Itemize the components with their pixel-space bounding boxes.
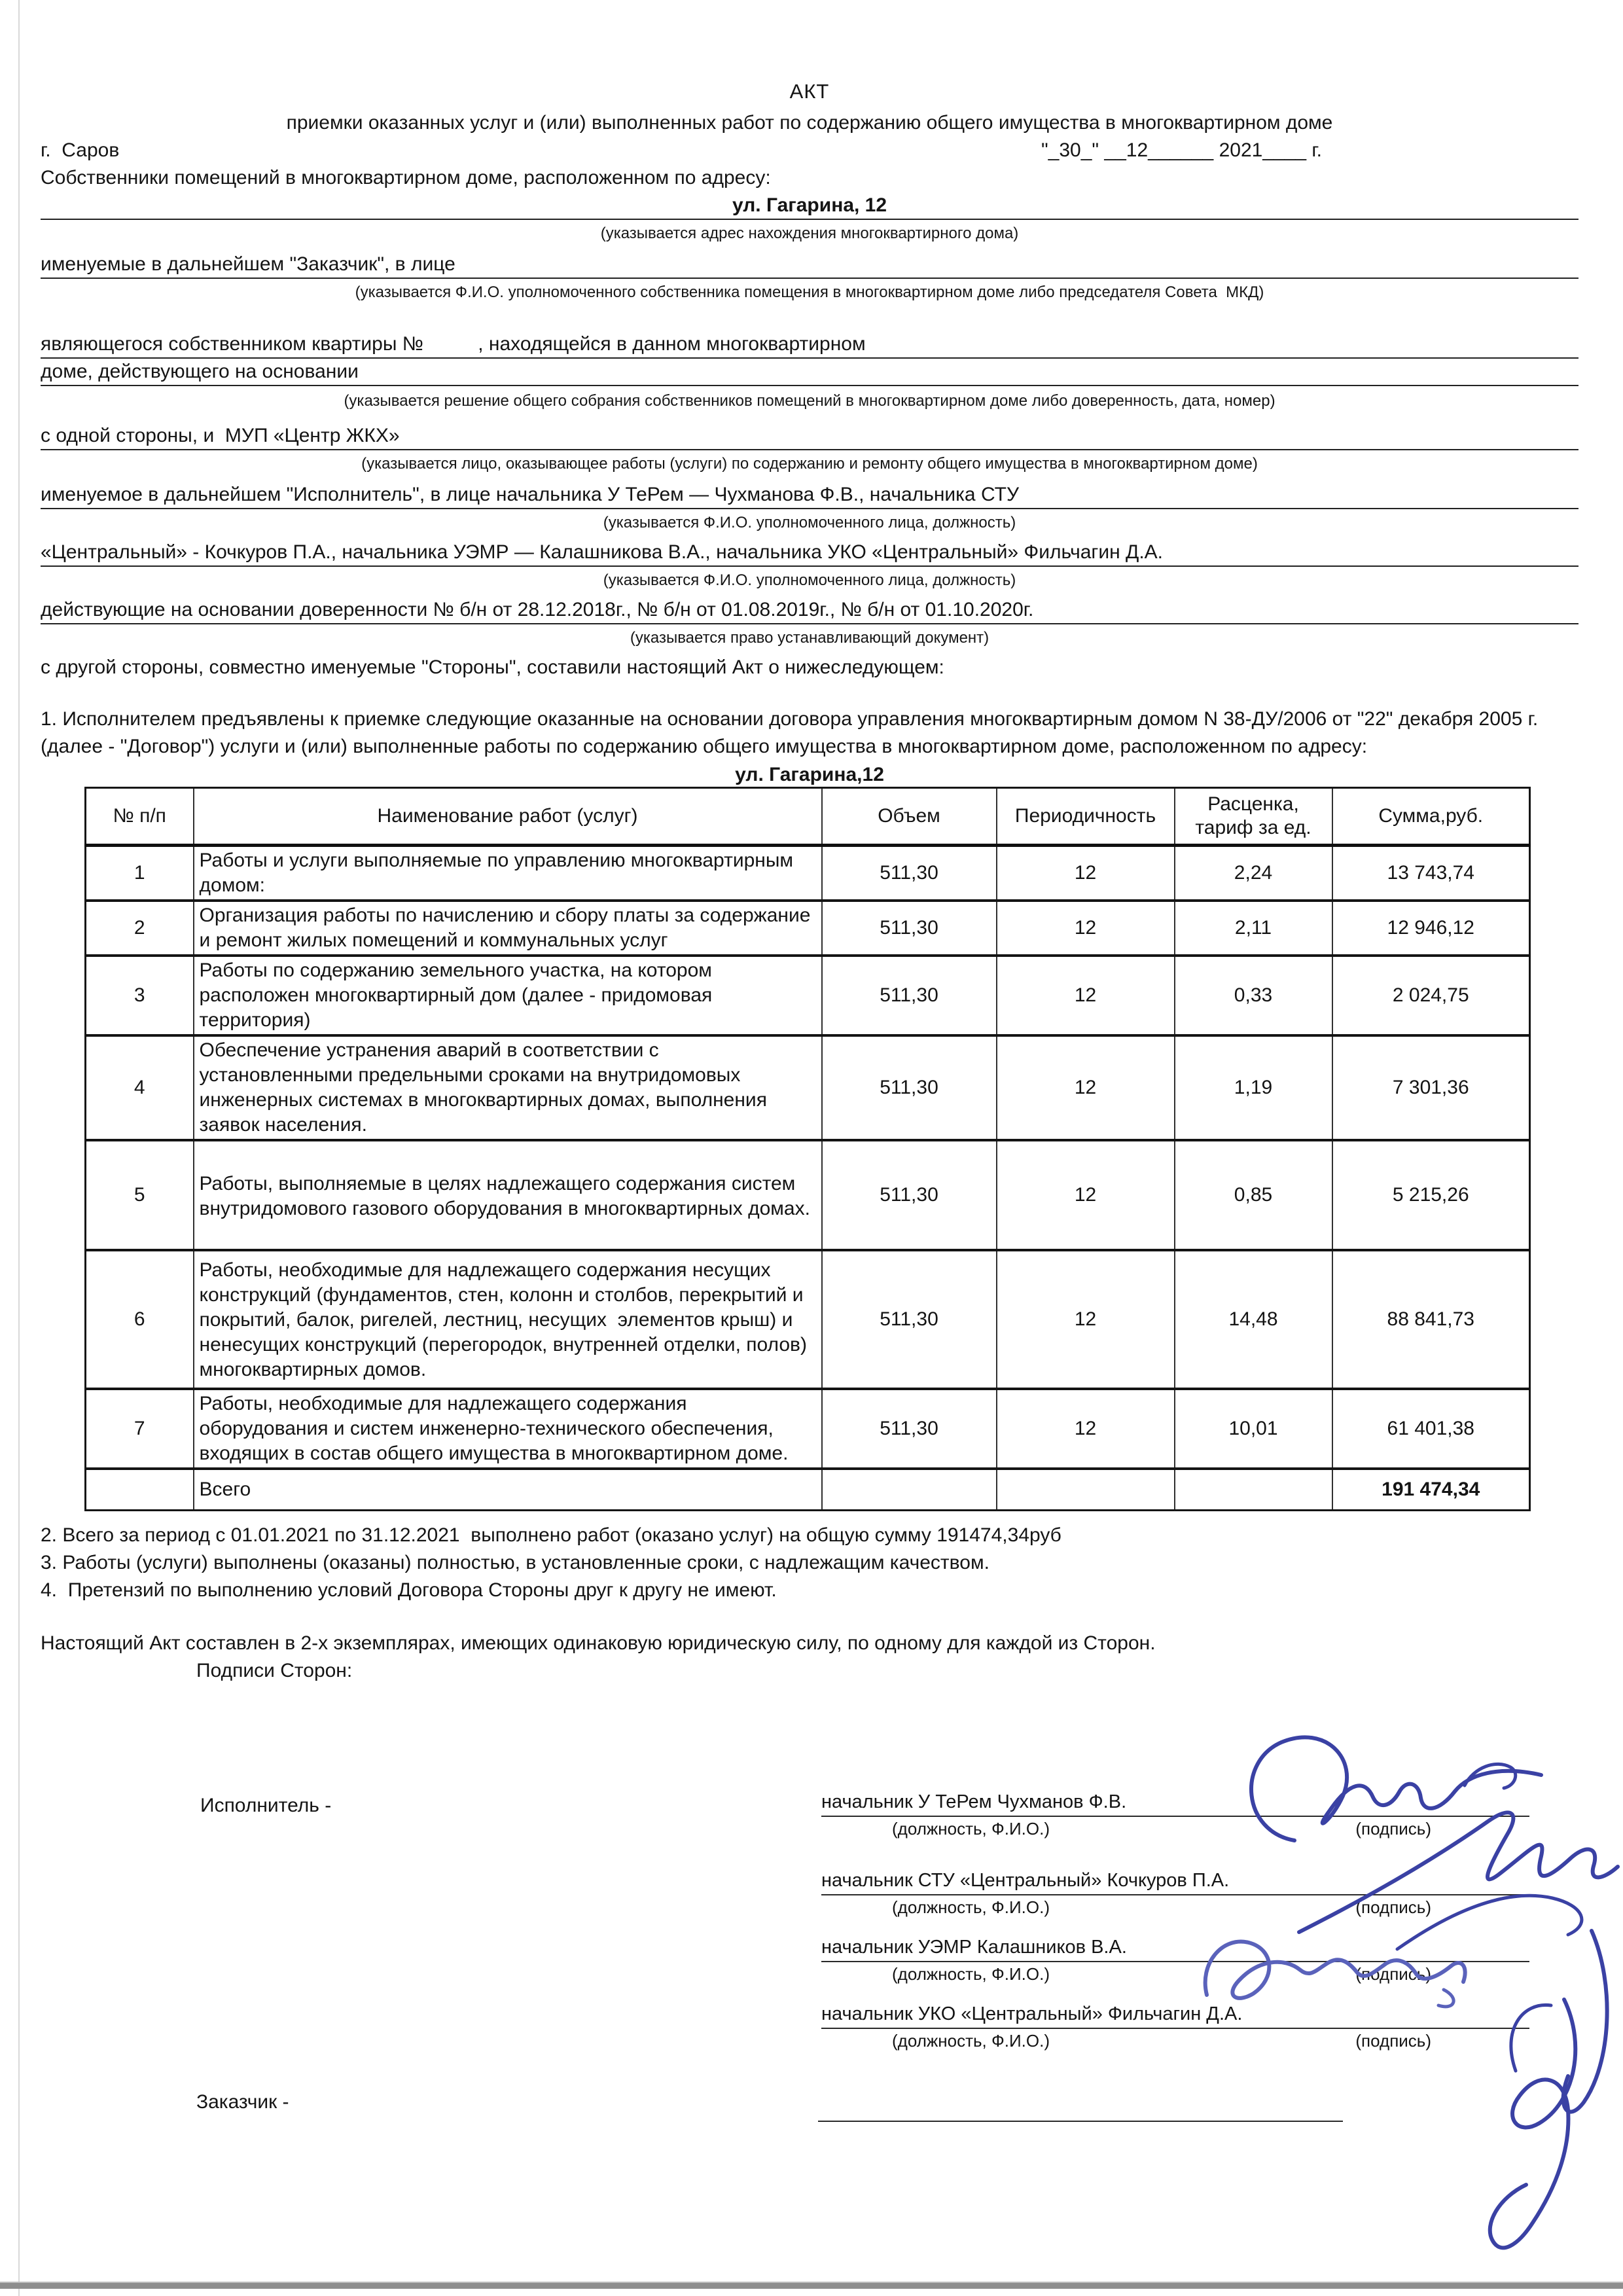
row-num: 2 [86,901,194,956]
row-rate: 10,01 [1175,1389,1332,1469]
note-item-3: 3. Работы (услуги) выполнены (оказаны) полностью, в установленные сроки, с надлежащим качеством. [41,1552,990,1573]
row-period: 12 [997,1035,1175,1140]
row-period: 12 [997,956,1175,1035]
preamble-line-customer: именуемые в дальнейшем "Заказчик", в лице [41,251,1578,279]
preamble-caption-contractor-org: (указывается лицо, оказывающее работы (услуги) по содержанию и ремонту общего имущества в многоквартирном доме) [361,455,1258,473]
table-row [86,901,1530,956]
signature-entry-filchagin [821,2003,1529,2051]
preamble-caption-customer: (указывается Ф.И.О. уполномоченного собственника помещения в многоквартирном доме либо председателя Совета МКД) [355,283,1264,301]
sign-caption: (подпись) [1355,1897,1431,1917]
clause-1-text: 1. Исполнителем предъявлены к приемке следующие оказанные на основании договора управления многоквартирным домом N 38-ДУ/2006 от "22" декабря 2005 г. (далее - "Договор") услуги и (или) выполненные работы по содержанию общего имущества в многоквартирном доме, расположенном по адресу: [41,708,1544,757]
total-empty-period [997,1469,1175,1511]
address-line-2: ул. Гагарина,12 [735,764,884,785]
position-caption: (должность, Ф.И.О.) [892,2031,1050,2051]
row-volume: 511,30 [822,1250,997,1389]
row-volume: 511,30 [822,1140,997,1250]
row-sum: 2 024,75 [1332,956,1530,1035]
signatures-title: Подписи Сторон: [196,1660,353,1681]
signature-entry-kalashnikov [821,1936,1529,1984]
row-sum: 5 215,26 [1332,1140,1530,1250]
works-table [84,787,1531,1511]
customer-signature-line [818,2121,1343,2122]
preamble-caption-executor-2: (указывается Ф.И.О. уполномоченного лица, должность) [603,571,1016,589]
table-row [86,956,1530,1035]
note-item-2: 2. Всего за период с 01.01.2021 по 31.12.2021 выполнено работ (оказано услуг) на общую сумму 191474,34руб [41,1524,1061,1546]
row-name: Работы по содержанию земельного участка, на котором расположен многоквартирный дом (далее - придомовая территория) [194,956,822,1035]
row-num: 3 [86,956,194,1035]
row-name: Работы, необходимые для надлежащего содержания оборудования и систем инженерно-технического обеспечения, входящих в состав общего имущества в многоквартирном доме. [194,1389,822,1469]
works-table-header [86,788,1530,846]
row-rate: 1,19 [1175,1035,1332,1140]
row-rate: 14,48 [1175,1250,1332,1389]
col-header-period: Периодичность [997,788,1175,846]
position-caption: (должность, Ф.И.О.) [892,1964,1050,1984]
position-caption: (должность, Ф.И.О.) [892,1897,1050,1917]
row-rate: 0,33 [1175,956,1332,1035]
row-sum: 88 841,73 [1332,1250,1530,1389]
notes-block [41,1522,1578,1604]
row-volume: 511,30 [822,846,997,901]
total-sum: 191 474,34 [1332,1469,1530,1511]
address-caption: (указывается адрес нахождения многоквартирного дома) [600,224,1019,242]
executor-label: Исполнитель - [200,1795,332,1816]
row-period: 12 [997,1389,1175,1469]
sign-caption: (подпись) [1355,1964,1431,1984]
row-sum: 13 743,74 [1332,846,1530,901]
signature-captions [821,1964,1529,1984]
preamble-line-parties: с другой стороны, совместно именуемые "Стороны", составили настоящий Акт о нижеследующем: [41,656,944,678]
preamble-caption-basis: (указывается решение общего собрания собственников помещений в многоквартирном доме либо доверенность, дата, номер) [344,392,1275,410]
signature-name-line: начальник СТУ «Центральный» Кочкуров П.А. [821,1869,1529,1895]
table-row [86,1140,1530,1250]
row-num: 6 [86,1250,194,1389]
total-empty-num [86,1469,194,1511]
preamble-caption-poa: (указывается право устанавливающий документ) [630,629,990,647]
row-name: Работы, выполняемые в целях надлежащего содержания систем внутридомового газового оборудования в многоквартирных домах. [194,1140,822,1250]
row-name: Организация работы по начислению и сбору платы за содержание и ремонт жилых помещений и коммунальных услуг [194,901,822,956]
preamble-line-executor-1: именуемое в дальнейшем "Исполнитель", в лице начальника У ТеРем — Чухманова Ф.В., начальника СТУ [41,482,1578,509]
customer-label: Заказчик - [196,2091,289,2113]
table-row [86,846,1530,901]
preamble-line-apartment: являющегося собственником квартиры № , находящейся в данном многоквартирном [41,331,1578,359]
table-row [86,1250,1530,1389]
preamble-line-contractor-org: с одной стороны, и МУП «Центр ЖКХ» [41,423,1578,450]
row-sum: 12 946,12 [1332,901,1530,956]
row-name: Обеспечение устранения аварий в соответствии с установленными предельными сроками на внутридомовых инженерных системах в многоквартирных домах, выполнения заявок населения. [194,1035,822,1140]
row-volume: 511,30 [822,956,997,1035]
col-header-volume: Объем [822,788,997,846]
position-caption: (должность, Ф.И.О.) [892,1819,1050,1839]
owners-line: Собственники помещений в многоквартирном доме, расположенном по адресу: [41,167,771,188]
preamble-caption-executor-1: (указывается Ф.И.О. уполномоченного лица, должность) [603,514,1016,531]
row-period: 12 [997,1250,1175,1389]
row-num: 1 [86,846,194,901]
signature-name-line: начальник У ТеРем Чухманов Ф.В. [821,1791,1529,1817]
note-item-4: 4. Претензий по выполнению условий Договора Стороны друг к другу не имеют. [41,1579,777,1601]
copies-line: Настоящий Акт составлен в 2-х экземплярах, имеющих одинаковую юридическую силу, по одному для каждой из Сторон. [41,1632,1156,1654]
signature-captions [821,1818,1529,1839]
table-total-row [86,1469,1530,1511]
row-rate: 2,11 [1175,901,1332,956]
col-header-rate: Расценка, тариф за ед. [1175,788,1332,846]
total-label: Всего [194,1469,822,1511]
row-rate: 0,85 [1175,1140,1332,1250]
row-sum: 61 401,38 [1332,1389,1530,1469]
row-period: 12 [997,901,1175,956]
address-line-1: ул. Гагарина, 12 [41,192,1578,220]
col-header-num: № п/п [86,788,194,846]
preamble-line-executor-2: «Центральный» - Кочкуров П.А., начальника УЭМР — Калашникова В.А., начальника УКО «Центральный» Фильчагин Д.А. [41,539,1578,567]
row-num: 5 [86,1140,194,1250]
preamble-line-basis: доме, действующего на основании [41,359,1578,386]
table-row [86,1035,1530,1140]
row-rate: 2,24 [1175,846,1332,901]
doc-subtitle: приемки оказанных услуг и (или) выполненных работ по содержанию общего имущества в многоквартирном доме [286,112,1333,134]
table-row [86,1389,1530,1469]
doc-date: "_30_" __12______ 2021____ г. [1041,139,1322,161]
preamble-line-poa: действующие на основании доверенности № б/н от 28.12.2018г., № б/н от 01.08.2019г., № б/н от 01.10.2020г. [41,597,1578,624]
row-num: 4 [86,1035,194,1140]
col-header-sum: Сумма,руб. [1332,788,1530,846]
city-date-row [41,137,1578,164]
signature-name-line: начальник УЭМР Калашников В.А. [821,1936,1529,1962]
row-name: Работы, необходимые для надлежащего содержания несущих конструкций (фундаментов, стен, колонн и столбов, перекрытий и покрытий, балок, ригелей, лестниц, несущих элементов крыш) и ненесущих конструкций (перегородок, внутренней отделки, полов) многоквартирных домов. [194,1250,822,1389]
row-volume: 511,30 [822,1389,997,1469]
signature-entry-kochkurov [821,1869,1529,1918]
signature-entry-chukhmanov [821,1791,1529,1839]
doc-city: г. Саров [41,139,120,161]
sign-caption: (подпись) [1355,1819,1431,1839]
scan-edge-bottom [0,2282,1623,2289]
row-period: 12 [997,1140,1175,1250]
sign-caption: (подпись) [1355,2031,1431,2051]
row-num: 7 [86,1389,194,1469]
total-empty-rate [1175,1469,1332,1511]
row-volume: 511,30 [822,901,997,956]
row-sum: 7 301,36 [1332,1035,1530,1140]
signature-captions [821,2030,1529,2051]
row-volume: 511,30 [822,1035,997,1140]
row-period: 12 [997,846,1175,901]
col-header-name: Наименование работ (услуг) [194,788,822,846]
row-name: Работы и услуги выполняемые по управлению многоквартирным домом: [194,846,822,901]
total-empty-volume [822,1469,997,1511]
signatures-area [0,1767,1623,2225]
doc-title: АКТ [789,80,830,103]
signature-captions [821,1897,1529,1918]
signature-name-line: начальник УКО «Центральный» Фильчагин Д.А. [821,2003,1529,2029]
